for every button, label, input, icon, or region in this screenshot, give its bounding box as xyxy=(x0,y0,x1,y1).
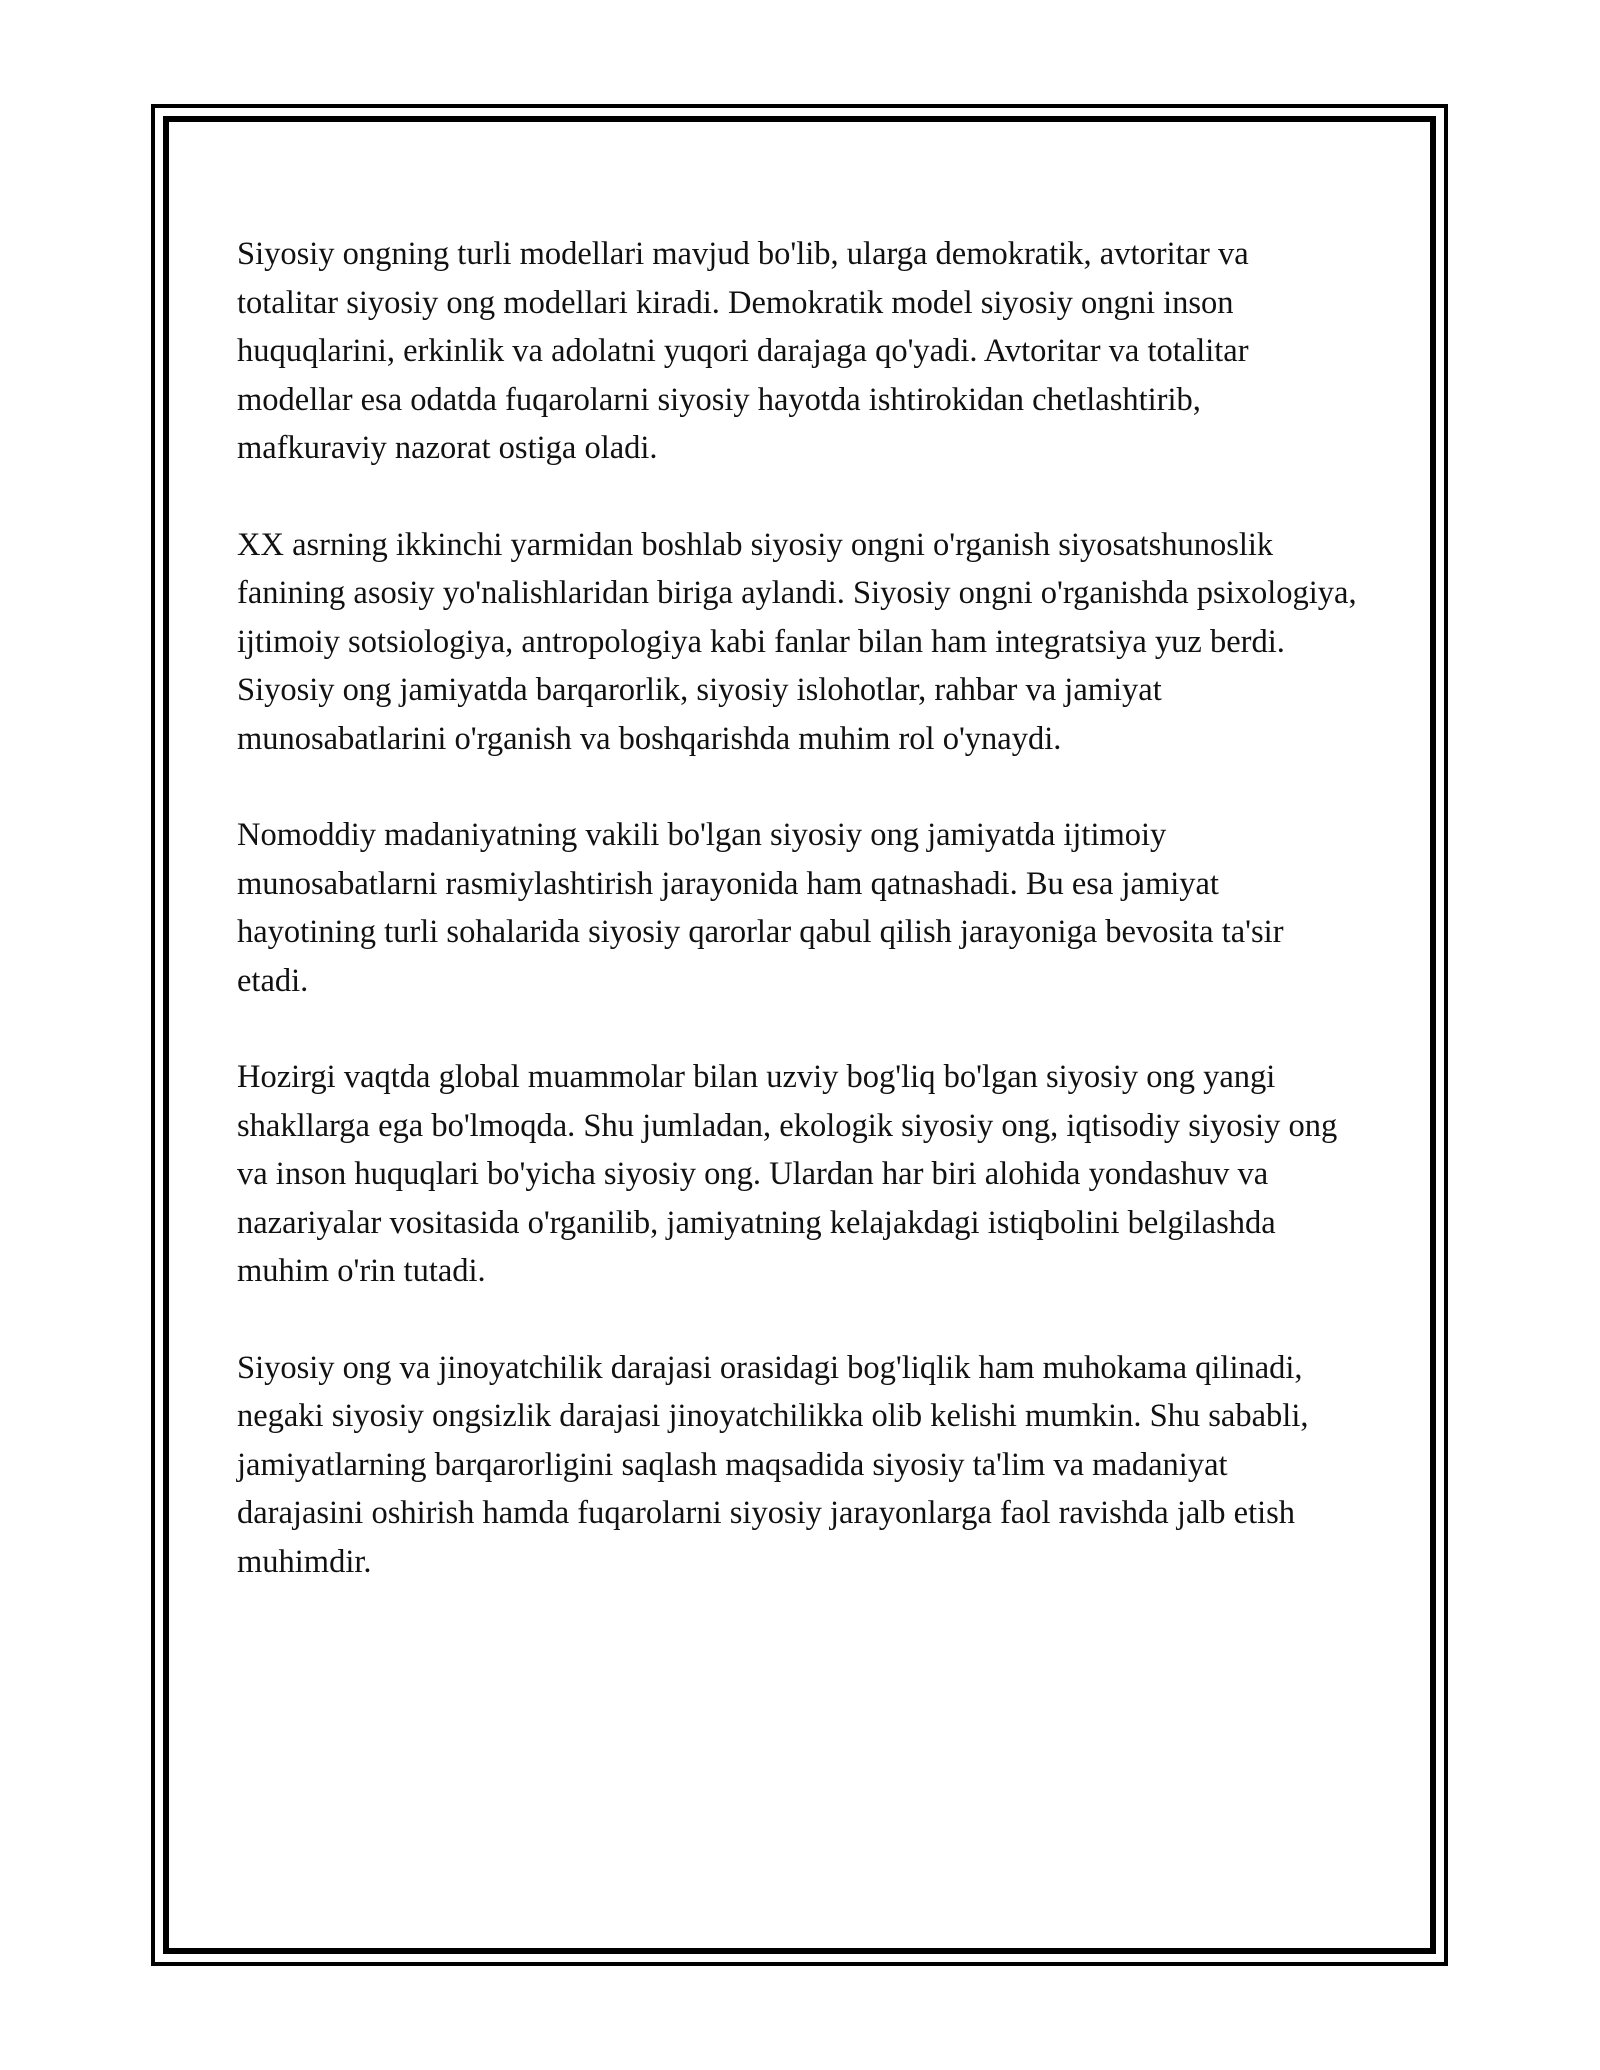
paragraph-5: Siyosiy ong va jinoyatchilik darajasi orasidagi bog'liqlik ham muhokama qilinadi, negaki siyosiy ongsizlik darajasi jinoyatchilikka olib kelishi mumkin. Shu sababli, jamiyatlarning barqarorligini saqlash maqsadida siyosiy ta'lim va madaniyat darajasini oshirish hamda fuqarolarni siyosiy jarayonlarga faol ravishda jalb etish muhimdir. xyxy=(237,1349,1309,1580)
paragraph-1: Siyosiy ongning turli modellari mavjud bo'lib, ularga demokratik, avtoritar va totalitar siyosiy ong modellari kiradi. Demokratik model siyosiy ongni inson huquqlarini, erkinlik va adolatni yuqori darajaga qo'yadi. Avtoritar va totalitar modellar esa odatda fuqarolarni siyosiy hayotda ishtirokidan chetlashtirib, mafkuraviy nazorat ostiga oladi. xyxy=(237,236,1249,466)
paragraph-2: XX asrning ikkinchi yarmidan boshlab siyosiy ongni o'rganish siyosatshunoslik fanining asosiy yo'nalishlaridan biriga aylandi. Siyosiy ongni o'rganishda psixologiya, ijtimoiy sotsiologiya, antropologiya kabi fanlar bilan ham integratsiya yuz berdi. Siyosiy ong jamiyatda barqarorlik, siyosiy islohotlar, rahbar va jamiyat munosabatlarini o'rganish va boshqarishda muhim rol o'ynaydi. xyxy=(237,526,1357,757)
paragraph-3: Nomoddiy madaniyatning vakili bo'lgan siyosiy ong jamiyatda ijtimoiy munosabatlarni rasmiylashtirish jarayonida ham qatnashadi. Bu esa jamiyat hayotining turli sohalarida siyosiy qarorlar qabul qilish jarayoniga bevosita ta'sir etadi. xyxy=(237,817,1284,999)
paragraph-4: Hozirgi vaqtda global muammolar bilan uzviy bog'liq bo'lgan siyosiy ong yangi shakllarga ega bo'lmoqda. Shu jumladan, ekologik siyosiy ong, iqtisodiy siyosiy ong va inson huquqlari bo'yicha siyosiy ong. Ulardan har biri alohida yondashuv va nazariyalar vositasida o'rganilib, jamiyatning kelajakdagi istiqbolini belgilashda muhim o'rin tutadi. xyxy=(237,1059,1338,1289)
document-body xyxy=(237,230,1357,1634)
